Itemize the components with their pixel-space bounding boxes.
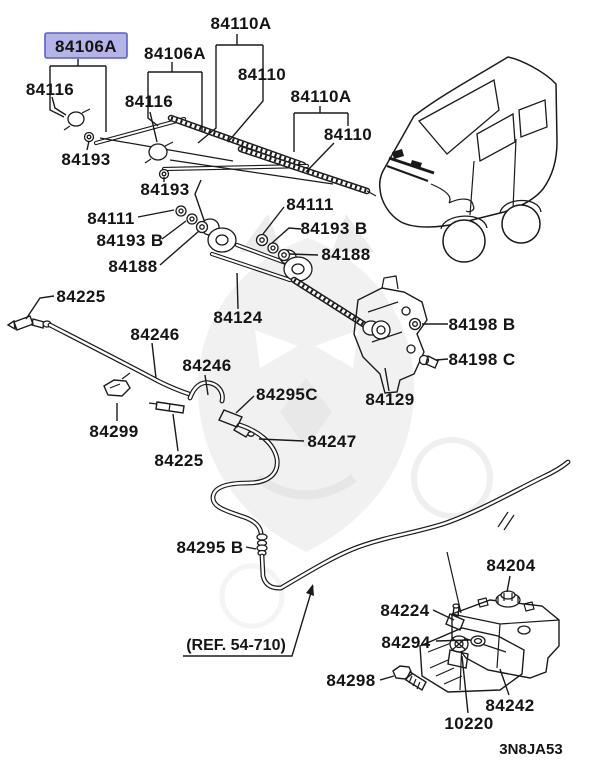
part-label-84111-right[interactable]: 84111 <box>286 195 334 214</box>
part-label-84198b[interactable]: 84198 B <box>448 315 516 334</box>
tank-cap-84204 <box>496 591 520 607</box>
diagram-code-label: 3N8JA53 <box>499 741 563 758</box>
part-label-84110-1[interactable]: 84110 <box>237 65 287 84</box>
wiper-pivot-cap-84116-1 <box>64 109 90 130</box>
part-label-84110a-1[interactable]: 84110A <box>210 14 272 33</box>
van-illustration <box>380 57 557 262</box>
part-label-84294[interactable]: 84294 <box>381 633 431 652</box>
washer-tank-84242 <box>452 598 559 678</box>
part-label-84193b-right[interactable]: 84193 B <box>300 219 368 238</box>
part-label-84193-2[interactable]: 84193 <box>140 180 190 199</box>
part-label-84106a-selected[interactable]: 84106A <box>55 37 117 56</box>
grommet-84294 <box>471 636 485 646</box>
part-label-84246-2[interactable]: 84246 <box>182 356 232 375</box>
part-label-84193-1[interactable]: 84193 <box>61 150 111 169</box>
part-label-84298[interactable]: 84298 <box>326 671 376 690</box>
part-label-84116-1[interactable]: 84116 <box>25 80 75 99</box>
hose-coupler-84225-2 <box>149 402 184 413</box>
part-label-84188-left[interactable]: 84188 <box>108 257 158 276</box>
part-label-84225-2[interactable]: 84225 <box>154 451 204 470</box>
part-label-84106a-2[interactable]: 84106A <box>144 44 206 63</box>
part-label-10220[interactable]: 10220 <box>444 714 494 733</box>
wiper-pivot-cap-84116-2 <box>145 142 173 163</box>
hose-clip-84299 <box>104 373 130 396</box>
watermark <box>198 214 490 626</box>
part-label-84204[interactable]: 84204 <box>486 556 536 575</box>
part-label-84224[interactable]: 84224 <box>380 601 430 620</box>
part-label-84110-2[interactable]: 84110 <box>323 125 373 144</box>
part-label-84111-left[interactable]: 84111 <box>87 209 135 228</box>
part-label-84295b[interactable]: 84295 B <box>176 538 244 557</box>
wiper-arms-and-blades <box>64 109 376 196</box>
nut-84198b <box>410 319 421 330</box>
part-label-84295c[interactable]: 84295C <box>256 385 318 404</box>
part-label-84124[interactable]: 84124 <box>213 308 263 327</box>
fasteners-left-group <box>176 206 208 233</box>
ref-note: (REF. 54-710) <box>186 637 286 654</box>
part-label-84246-1[interactable]: 84246 <box>130 325 180 344</box>
part-label-84299[interactable]: 84299 <box>89 422 139 441</box>
part-label-84242[interactable]: 84242 <box>485 696 535 715</box>
part-label-84193b-left[interactable]: 84193 B <box>96 231 164 250</box>
part-label-84116-2[interactable]: 84116 <box>124 92 174 111</box>
part-label-84129[interactable]: 84129 <box>365 390 415 409</box>
part-label-84198c[interactable]: 84198 C <box>448 350 516 369</box>
part-label-84188-right[interactable]: 84188 <box>321 245 371 264</box>
ref-arrowhead <box>306 584 314 596</box>
hose-joint-84295b <box>257 534 267 556</box>
part-label-84247[interactable]: 84247 <box>307 432 357 451</box>
bolt-84198c <box>420 356 439 369</box>
washer-nozzle-84225-1 <box>8 316 51 330</box>
part-label-84225-1[interactable]: 84225 <box>56 287 106 306</box>
part-label-84110a-2[interactable]: 84110A <box>290 87 352 106</box>
